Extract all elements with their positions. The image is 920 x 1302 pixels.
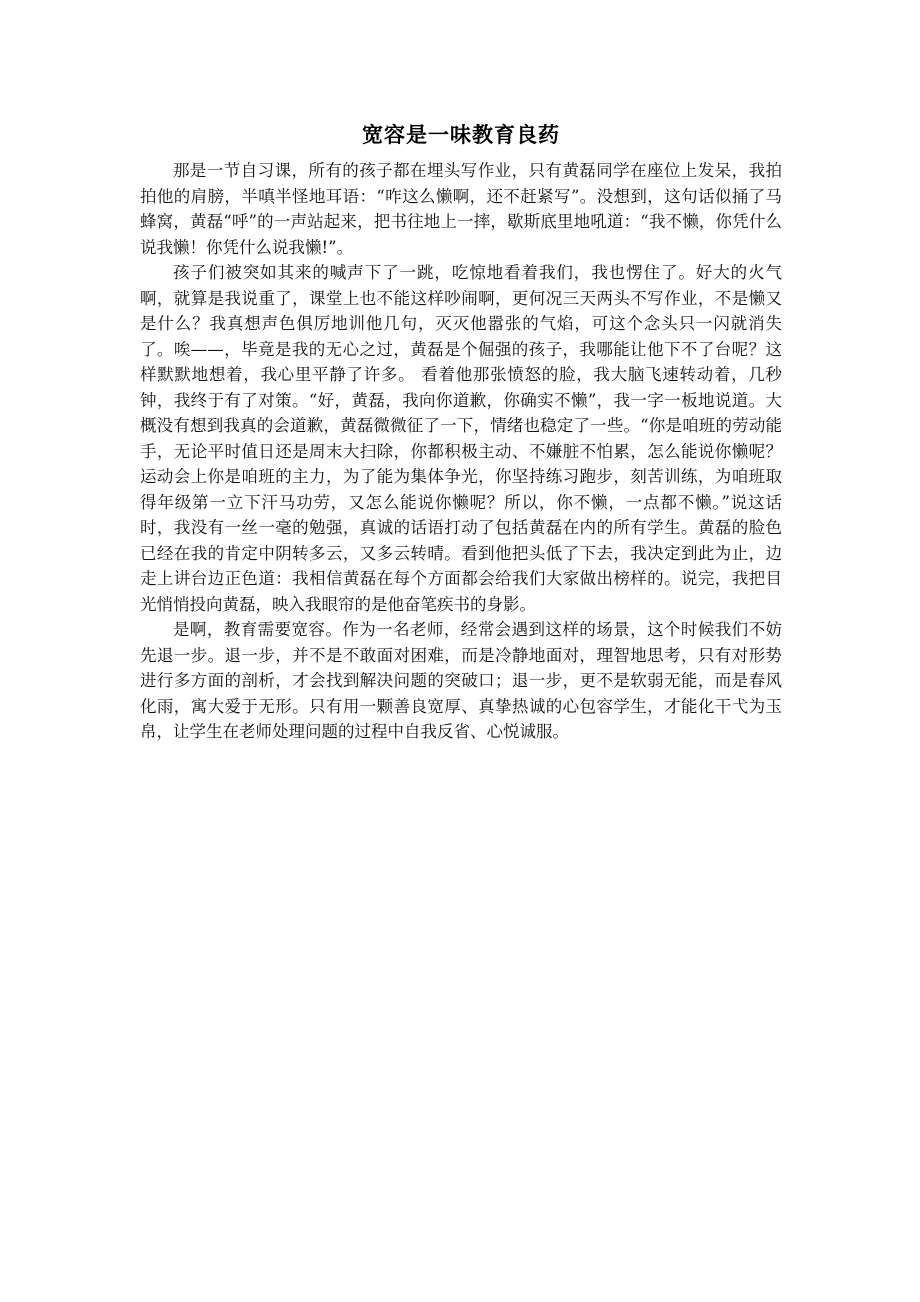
document-body (140, 118, 782, 745)
paragraph-1: 那是一节自习课，所有的孩子都在埋头写作业，只有黄磊同学在座位上发呆，我拍拍他的肩膀，半嗔半怪地耳语：“咋这么懒啊，还不赶紧写”。没想到，这句话似捅了马蜂窝，黄磊“呼”的一声站起来，把书往地上一摔，歇斯底里地吼道：“我不懒，你凭什么说我懒！你凭什么说我懒!”。 (140, 161, 782, 257)
paragraph-3: 是啊，教育需要宽容。作为一名老师，经常会遇到这样的场景，这个时候我们不妨先退一步。退一步，并不是不敢面对困难，而是冷静地面对，理智地思考，只有对形势进行多方面的剖析，才会找到解决问题的突破口；退一步，更不是软弱无能，而是春风化雨，寓大爱于无形。只有用一颗善良宽厚、真挚热诚的心包容学生，才能化干弋为玉帛，让学生在老师处理问题的过程中自我反省、心悦诚服。 (140, 620, 782, 741)
paragraph-2: 孩子们被突如其来的喊声下了一跳，吃惊地看着我们，我也愣住了。好大的火气啊，就算是我说重了，课堂上也不能这样吵闹啊，更何况三天两头不写作业，不是懒又是什么？我真想声色俱厉地训他几句，灭灭他嚣张的气焰，可这个念头只一闪就消失了。唉——，毕竟是我的无心之过，黄磊是个倔强的孩子，我哪能让他下不了台呢？这样默默地想着，我心里平静了许多。 看着他那张愤怒的脸，我大脑飞速转动着，几秒钟，我终于有了对策。“好，黄磊，我向你道歉，你确实不懒”，我一字一板地说道。大概没有想到我真的会道歉，黄磊微微征了一下，情绪也稳定了一些。“你是咱班的劳动能手，无论平时值日还是周末大扫除，你都积极主动、不嫌脏不怕累，怎么能说你懒呢？运动会上你是咱班的主力，为了能为集体争光，你坚持练习跑步，刻苦训练，为咱班取得年级第一立下汗马功劳，又怎么能说你懒呢？所以，你不懒，一点都不懒。”说这话时，我没有一丝一毫的勉强，真诚的话语打动了包括黄磊在内的所有学生。黄磊的脸色已经在我的肯定中阴转多云，又多云转晴。看到他把头低了下去，我决定到此为止，边走上讲台边正色道：我相信黄磊在每个方面都会给我们大家做出榜样的。说完，我把目光悄悄投向黄磊，映入我眼帘的是他奋笔疾书的身影。 (140, 263, 782, 614)
document-title: 宽容是一味教育良药 (362, 122, 560, 147)
